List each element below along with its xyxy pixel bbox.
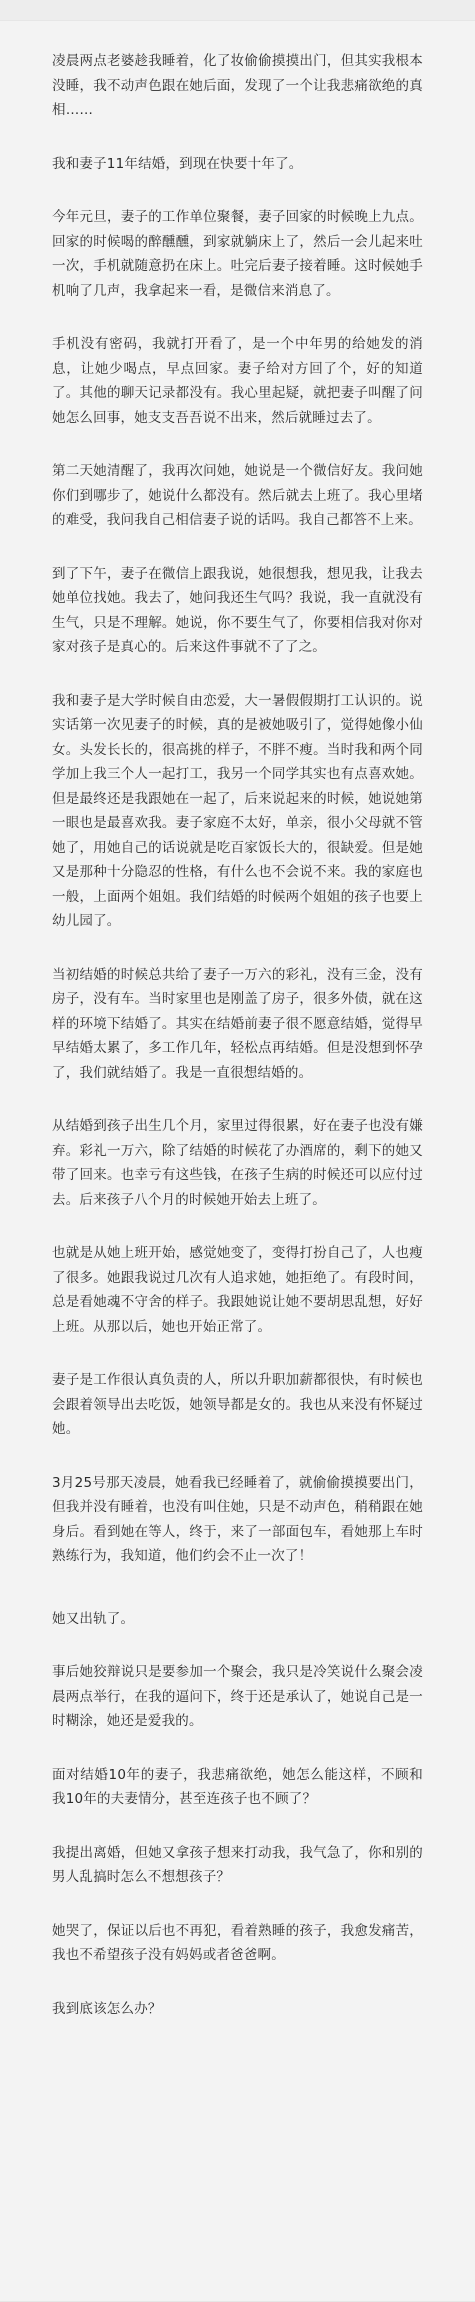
paragraph-16: 我提出离婚，但她又拿孩子想来打动我，我气急了，你和别的男人乱搞时怎么不想想孩子？: [52, 1844, 423, 1885]
paragraph-4: 手机没有密码，我就打开看了，是一个中年男的给她发的消息，让她少喝点，早点回家。妻子给对方回了个，好的知道了。其他的聊天记录都没有。我心里起疑，就把妻子叫醒了问她怎么回事，她支支吾吾说不出来，然后就睡过去了。: [52, 336, 423, 426]
paragraph-2: 我和妻子11年结婚，到现在快要十年了。: [52, 155, 303, 172]
paragraph-12: 3月25号那天凌晨，她看我已经睡着了，就偷偷摸摸要出门，但我并没有睡着，也没有叫住她，只是不动声色，稍稍跟在她身后。看到她在等人，终于，来了一部面包车，看她那上车时熟练行为，我知道，他们约会不止一次了！: [52, 1474, 423, 1564]
paragraph-7: 我和妻子是大学时候自由恋爱，大一暑假假期打工认识的。说实话第一次见妻子的时候，真的是被她吸引了，觉得她像小仙女。头发长长的，很高挑的样子，不胖不瘦。当时我和两个同学加上我三个人一起打工，我另一个同学其实也有点喜欢她。但是最终还是我跟她在一起了，后来说起来的时候，她说她第一眼也是最喜欢我。妻子家庭不太好，单亲，很小父母就不管她了，用她自己的话说就是吃百家饭长大的，很缺爱。但是她又是那种十分隐忍的性格，有什么也不会说不来。我的家庭也一般，上面两个姐姐。我们结婚的时候两个姐姐的孩子也要上幼儿园了。: [52, 692, 423, 929]
paragraph-11: 妻子是工作很认真负责的人，所以升职加薪都很快，有时候也会跟着领导出去吃饭，她领导都是女的。我也从来没有怀疑过她。: [52, 1372, 423, 1437]
paragraph-8: 当初结婚的时候总共给了妻子一万六的彩礼，没有三金，没有房子，没有车。当时家里也是刚盖了房子，很多外债，就在这样的环境下结婚了。其实在结婚前妻子很不愿意结婚，觉得早早结婚太累了，多工作几年，轻松点再结婚。但是没想到怀孕了，我们就结婚了。我是一直很想结婚的。: [52, 966, 423, 1081]
paragraph-10: 也就是从她上班开始，感觉她变了，变得打扮自己了，人也瘦了很多。她跟我说过几次有人追求她，她拒绝了。有段时间，总是看她魂不守舍的样子。我跟她说让她不要胡思乱想，好好上班。从那以后，她也开始正常了。: [52, 1245, 423, 1335]
paragraph-3: 今年元旦，妻子的工作单位聚餐，妻子回家的时候晚上九点。回家的时候喝的醉醺醺，到家就躺床上了，然后一会儿起来吐一次，手机就随意扔在床上。吐完后妻子接着睡。这时候她手机响了几声，我拿起来一看，是微信来消息了。: [52, 209, 423, 299]
paragraph-14: 事后她狡辩说只是要参加一个聚会，我只是冷笑说什么聚会凌晨两点举行，在我的逼问下，终于还是承认了，她说自己是一时糊涂，她还是爱我的。: [52, 1664, 423, 1729]
article-card: [0, 20, 475, 2302]
paragraph-6: 到了下午，妻子在微信上跟我说，她很想我，想见我，让我去她单位找她。我去了，她问我还生气吗？我说，我一直就没有生气，只是不理解。她说，你不要生气了，你要相信我对你对家对孩子是真心的。后来这件事就不了了之。: [52, 565, 423, 655]
paragraph-5: 第二天她清醒了，我再次问她，她说是一个微信好友。我问她你们到哪步了，她说什么都没有。然后就去上班了。我心里堵的难受，我问我自己相信妻子说的话吗。我自己都答不上来。: [52, 463, 423, 528]
paragraph-13: 她又出轨了。: [52, 1610, 135, 1627]
paragraph-18: 我到底该怎么办？: [52, 2000, 162, 2017]
paragraph-15: 面对结婚10年的妻子，我悲痛欲绝，她怎么能这样，不顾和我10年的夫妻情分，甚至连孩子也不顾了？: [52, 1766, 423, 1807]
paragraph-17: 她哭了，保证以后也不再犯，看着熟睡的孩子，我愈发痛苦，我也不希望孩子没有妈妈或者爸爸啊。: [52, 1922, 423, 1963]
paragraph-9: 从结婚到孩子出生几个月，家里过得很累，好在妻子也没有嫌弃。彩礼一万六，除了结婚的时候花了办酒席的，剩下的她又带了回来。也幸亏有这些钱，在孩子生病的时候还可以应付过去。后来孩子八个月的时候她开始去上班了。: [52, 1118, 423, 1208]
paragraph-1: 凌晨两点老婆趁我睡着，化了妆偷偷摸摸出门，但其实我根本没睡，我不动声色跟在她后面，发现了一个让我悲痛欲绝的真相……: [52, 53, 423, 118]
